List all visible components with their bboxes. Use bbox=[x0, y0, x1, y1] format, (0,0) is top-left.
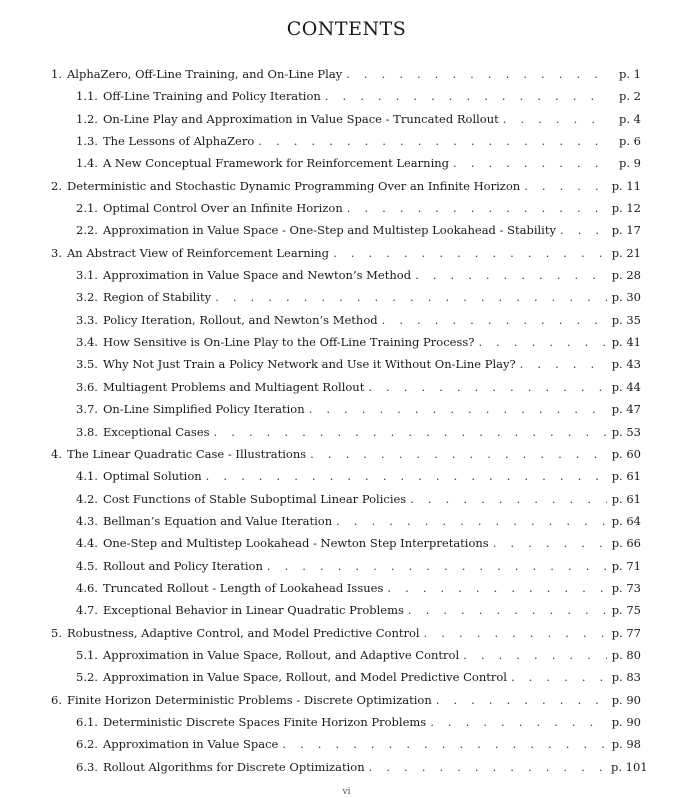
dot-leader bbox=[310, 447, 607, 461]
toc-entry[interactable] bbox=[0, 733, 693, 755]
entry-title: One-Step and Multistep Lookahead - Newton Step Interpretations bbox=[102, 536, 489, 551]
dot-leader bbox=[520, 357, 607, 371]
page-number: p. 71 bbox=[611, 558, 641, 573]
entry-number: 4.1. bbox=[76, 469, 98, 484]
entry-title: On-Line Simplified Policy Iteration bbox=[102, 402, 305, 417]
entry-number: 3.1. bbox=[76, 268, 98, 283]
dot-leader bbox=[524, 179, 607, 193]
entry-title: A New Conceptual Framework for Reinforcement Learning bbox=[102, 156, 450, 171]
dot-leader bbox=[309, 402, 607, 416]
entry-title: Exceptional Cases bbox=[102, 424, 210, 439]
entry-title: Why Not Just Train a Policy Network and Use it Without On-Line Play? bbox=[102, 357, 516, 372]
entry-title: An Abstract View of Reinforcement Learning bbox=[66, 245, 330, 260]
entry-number: 3.6. bbox=[76, 379, 98, 394]
toc-entry[interactable] bbox=[0, 599, 693, 621]
entry-title: Cost Functions of Stable Suboptimal Linear Policies bbox=[102, 491, 407, 506]
entry-title: Approximation in Value Space bbox=[102, 737, 279, 752]
entry-title: Approximation in Value Space and Newton’s Method bbox=[102, 268, 412, 283]
entry-number: 4.7. bbox=[76, 603, 98, 618]
dot-leader bbox=[493, 536, 607, 550]
dot-leader bbox=[463, 648, 607, 662]
toc-entry[interactable] bbox=[0, 555, 693, 577]
entry-number: 4.3. bbox=[76, 513, 98, 528]
page-number: p. 98 bbox=[611, 737, 641, 752]
entry-title: Finite Horizon Deterministic Problems - Discrete Optimization bbox=[66, 692, 432, 707]
page-number: p. 28 bbox=[611, 268, 641, 283]
toc-entry[interactable] bbox=[0, 532, 693, 554]
page-number: p. 83 bbox=[611, 670, 641, 685]
page-number: p. 90 bbox=[611, 692, 641, 707]
dot-leader bbox=[369, 760, 607, 774]
entry-number: 6.2. bbox=[76, 737, 98, 752]
entry-number: 3.4. bbox=[76, 335, 98, 350]
dot-leader bbox=[333, 246, 607, 260]
dot-leader bbox=[258, 134, 607, 148]
page-number: p. 47 bbox=[611, 402, 641, 417]
page-number: p. 9 bbox=[619, 156, 641, 171]
entry-title: Exceptional Behavior in Linear Quadratic Problems bbox=[102, 603, 404, 618]
page-number: p. 44 bbox=[611, 379, 641, 394]
toc-entry[interactable] bbox=[0, 197, 693, 219]
dot-leader bbox=[214, 425, 607, 439]
entry-number: 6.3. bbox=[76, 759, 98, 774]
entry-number: 1.4. bbox=[76, 156, 98, 171]
entry-title: Multiagent Problems and Multiagent Rollout bbox=[102, 379, 365, 394]
entry-number: 3.5. bbox=[76, 357, 98, 372]
entry-number: 6.1. bbox=[76, 714, 98, 729]
page-number: p. 66 bbox=[611, 536, 641, 551]
entry-number: 1.1. bbox=[76, 89, 98, 104]
page-number: p. 21 bbox=[611, 245, 641, 260]
entry-title: Off-Line Training and Policy Iteration bbox=[102, 89, 321, 104]
toc-entry[interactable] bbox=[0, 756, 693, 778]
toc-entry[interactable] bbox=[0, 644, 693, 666]
entry-title: Optimal Solution bbox=[102, 469, 202, 484]
toc-entry[interactable] bbox=[0, 689, 693, 711]
entry-number: 6. bbox=[51, 692, 62, 707]
page-number: p. 75 bbox=[611, 603, 641, 618]
dot-leader bbox=[478, 335, 607, 349]
entry-number: 2.1. bbox=[76, 201, 98, 216]
dot-leader bbox=[206, 469, 607, 483]
toc-entry[interactable] bbox=[0, 242, 693, 264]
dot-leader bbox=[410, 492, 607, 506]
toc-entry[interactable] bbox=[0, 510, 693, 532]
toc-entry[interactable] bbox=[0, 398, 693, 420]
page-number: p. 17 bbox=[611, 223, 641, 238]
dot-leader bbox=[424, 626, 607, 640]
page-title: CONTENTS bbox=[286, 18, 407, 40]
page-number: p. 43 bbox=[611, 357, 641, 372]
entry-title: Approximation in Value Space - One-Step and Multistep Lookahead - Stability bbox=[102, 223, 556, 238]
entry-number: 5. bbox=[51, 625, 62, 640]
dot-leader bbox=[436, 693, 607, 707]
page-number: p. 60 bbox=[611, 446, 641, 461]
entry-number: 4.6. bbox=[76, 580, 98, 595]
page-number: p. 64 bbox=[611, 513, 641, 528]
entry-number: 2. bbox=[51, 178, 62, 193]
page-number: p. 6 bbox=[619, 134, 641, 149]
dot-leader bbox=[336, 514, 607, 528]
dot-leader bbox=[511, 670, 607, 684]
toc-entry[interactable] bbox=[0, 264, 693, 286]
toc-entry[interactable] bbox=[0, 286, 693, 308]
dot-leader bbox=[382, 313, 607, 327]
page-number: p. 12 bbox=[611, 201, 641, 216]
toc-entry[interactable] bbox=[0, 376, 693, 398]
entry-number: 3.3. bbox=[76, 312, 98, 327]
entry-title: Approximation in Value Space, Rollout, and Model Predictive Control bbox=[102, 670, 507, 685]
toc-entry[interactable] bbox=[0, 443, 693, 465]
entry-number: 1.2. bbox=[76, 111, 98, 126]
toc-entry[interactable] bbox=[0, 130, 693, 152]
dot-leader bbox=[267, 559, 607, 573]
page-number: p. 73 bbox=[611, 580, 641, 595]
dot-leader bbox=[368, 380, 607, 394]
page-number: p. 61 bbox=[611, 491, 641, 506]
entry-title: AlphaZero, Off-Line Training, and On-Line Play bbox=[66, 67, 343, 81]
toc-entry[interactable] bbox=[0, 85, 693, 107]
toc-entry[interactable] bbox=[0, 175, 693, 197]
toc-entry[interactable] bbox=[0, 219, 693, 241]
entry-title: Approximation in Value Space, Rollout, and Adaptive Control bbox=[102, 647, 460, 662]
entry-number: 1. bbox=[51, 67, 62, 81]
entry-number: 3.7. bbox=[76, 402, 98, 417]
toc-entry[interactable] bbox=[0, 152, 693, 174]
entry-number: 3.8. bbox=[76, 424, 98, 439]
entry-title: How Sensitive is On-Line Play to the Off-Line Training Process? bbox=[102, 335, 475, 350]
entry-number: 3.2. bbox=[76, 290, 98, 305]
entry-number: 5.1. bbox=[76, 647, 98, 662]
dot-leader bbox=[387, 581, 607, 595]
toc-entry[interactable] bbox=[0, 421, 693, 443]
page-footer-number: vi bbox=[342, 787, 351, 797]
entry-title: Rollout and Policy Iteration bbox=[102, 558, 263, 573]
entry-title: On-Line Play and Approximation in Value Space - Truncated Rollout bbox=[102, 111, 499, 126]
entry-number: 4.4. bbox=[76, 536, 98, 551]
page-number: p. 53 bbox=[611, 424, 641, 439]
toc-entry[interactable] bbox=[0, 63, 693, 85]
entry-number: 5.2. bbox=[76, 670, 98, 685]
entry-title: Rollout Algorithms for Discrete Optimization bbox=[102, 759, 365, 774]
dot-leader bbox=[346, 67, 607, 81]
toc-entry[interactable] bbox=[0, 331, 693, 353]
entry-number: 4.2. bbox=[76, 491, 98, 506]
entry-title: Deterministic Discrete Spaces Finite Horizon Problems bbox=[102, 714, 427, 729]
toc-entry[interactable] bbox=[0, 711, 693, 733]
dot-leader bbox=[415, 268, 607, 282]
entry-number: 2.2. bbox=[76, 223, 98, 238]
toc-entry[interactable] bbox=[0, 353, 693, 375]
page-number: p. 61 bbox=[611, 469, 641, 484]
entry-title: Truncated Rollout - Length of Lookahead Issues bbox=[102, 580, 384, 595]
entry-number: 3. bbox=[51, 245, 62, 260]
entry-title: Optimal Control Over an Infinite Horizon bbox=[102, 201, 343, 216]
toc-entry[interactable] bbox=[0, 309, 693, 331]
entry-title: Region of Stability bbox=[102, 290, 212, 305]
dot-leader bbox=[503, 112, 607, 126]
page-number: p. 2 bbox=[619, 89, 641, 104]
entry-number: 4. bbox=[51, 446, 62, 461]
entry-title: The Lessons of AlphaZero bbox=[102, 134, 255, 149]
toc-entry[interactable] bbox=[0, 108, 693, 130]
toc-entry[interactable] bbox=[0, 622, 693, 644]
entry-title: Robustness, Adaptive Control, and Model Predictive Control bbox=[66, 625, 420, 640]
page-number: p. 90 bbox=[611, 714, 641, 729]
dot-leader bbox=[453, 156, 607, 170]
toc-entry[interactable] bbox=[0, 666, 693, 688]
page-number: p. 80 bbox=[611, 647, 641, 662]
toc-entry[interactable] bbox=[0, 577, 693, 599]
dot-leader bbox=[215, 290, 607, 304]
page-number: p. 101 bbox=[611, 759, 648, 774]
entry-title: Deterministic and Stochastic Dynamic Programming Over an Infinite Horizon bbox=[66, 178, 521, 193]
entry-number: 1.3. bbox=[76, 134, 98, 149]
dot-leader bbox=[325, 89, 607, 103]
page-number: p. 77 bbox=[611, 625, 641, 640]
page-number: p. 1 bbox=[619, 67, 641, 81]
page-number: p. 30 bbox=[611, 290, 641, 305]
entry-number: 4.5. bbox=[76, 558, 98, 573]
page-number: p. 35 bbox=[611, 312, 641, 327]
table-of-contents bbox=[0, 63, 693, 778]
entry-title: Policy Iteration, Rollout, and Newton’s Method bbox=[102, 312, 378, 327]
entry-title: The Linear Quadratic Case - Illustrations bbox=[66, 446, 307, 461]
toc-entry[interactable] bbox=[0, 465, 693, 487]
dot-leader bbox=[560, 223, 607, 237]
dot-leader bbox=[430, 715, 607, 729]
dot-leader bbox=[347, 201, 607, 215]
toc-entry[interactable] bbox=[0, 488, 693, 510]
entry-title: Bellman’s Equation and Value Iteration bbox=[102, 513, 333, 528]
page-number: p. 41 bbox=[611, 335, 641, 350]
page-number: p. 4 bbox=[619, 111, 641, 126]
dot-leader bbox=[282, 737, 607, 751]
page-number: p. 11 bbox=[611, 178, 641, 193]
dot-leader bbox=[408, 603, 607, 617]
